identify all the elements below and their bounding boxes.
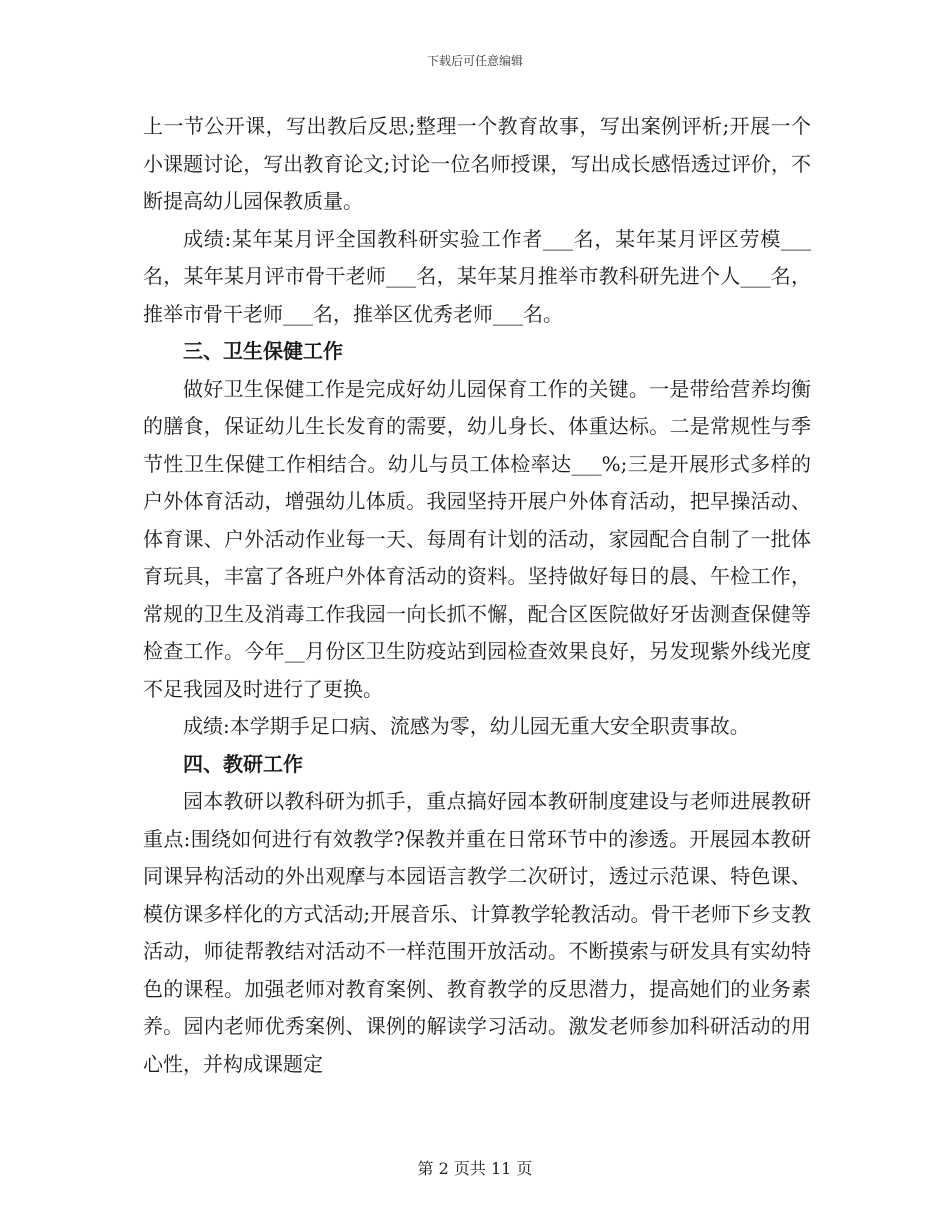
paragraph-1: 上一节公开课，写出教后反思;整理一个教育故事，写出案例评析;开展一个小课题讨论，写出教育论文;讨论一位名师授课，写出成长感悟透过评价，不断提高幼儿园保教质量。 <box>143 114 811 213</box>
page-header: 下载后可任意编辑 <box>426 54 523 68</box>
section-heading-3: 三、卫生保健工作 <box>183 339 343 363</box>
page-footer: 第 2 页共 11 页 <box>417 1159 533 1178</box>
paragraph-health-care: 做好卫生保健工作是完成好幼儿园保育工作的关键。一是带给营养均衡的膳食，保证幼儿生长发育的需要，幼儿身长、体重达标。二是常规性与季节性卫生保健工作相结合。幼儿与员工体检率达___%;三是开展形式多样的户外体育活动，增强幼儿体质。我园坚持开展户外体育活动，把早操活动、体育课、户外活动作业每一天、每周有计划的活动，家园配合自制了一批体育玩具，丰富了各班户外体育活动的资料。坚持做好每日的晨、午检工作，常规的卫生及消毒工作我园一向长抓不懈，配合区医院做好牙齿测查保健等检查工作。今年__月份区卫生防疫站到园检查效果良好，另发现紫外线光度不足我园及时进行了更换。 <box>143 376 811 701</box>
paragraph-achievements-2: 成绩:本学期手足口病、流感为零，幼儿园无重大安全职责事故。 <box>183 714 750 738</box>
paragraph-achievements-1: 成绩:某年某月评全国教科研实验工作者___名，某年某月评区劳模___名，某年某月评市骨干老师___名，某年某月推举市教科研先进个人___名，推举市骨干老师___名，推举区优秀老师___名。 <box>143 226 811 326</box>
document-body <box>143 108 811 1083</box>
section-heading-4: 四、教研工作 <box>183 751 303 776</box>
paragraph-teaching-research: 园本教研以教科研为抓手，重点搞好园本教研制度建设与老师进展教研重点:围绕如何进行有效教学?保教并重在日常环节中的渗透。开展园本教研同课异构活动的外出观摩与本园语言教学二次研讨，透过示范课、特色课、模仿课多样化的方式活动;开展音乐、计算教学轮教活动。骨干老师下乡支教活动，师徒帮教结对活动不一样范围开放活动。不断摸索与研发具有实幼特色的课程。加强老师对教育案例、教育教学的反思潜力，提高她们的业务素养。园内老师优秀案例、课例的解读学习活动。激发老师参加科研活动的用心性，并构成课题定 <box>143 789 811 1076</box>
